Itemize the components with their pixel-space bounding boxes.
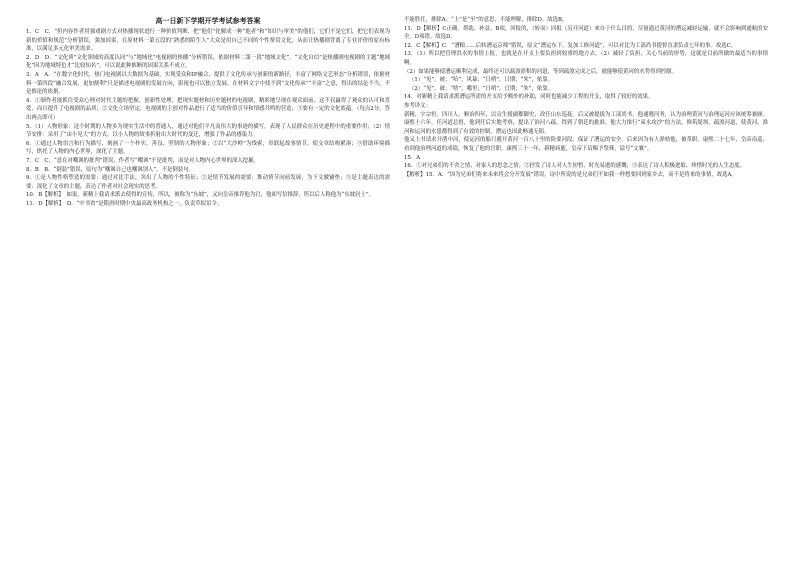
answer-paragraph: 7．C C．“意在对嘲讽的批判”错误，作者写“嘲讽”不是批判，而是对人物内心世界的深入挖掘。: [26, 157, 259, 164]
answer-paragraph: 3．A A．“在数字化时代，热门电视剧以大数据为基础，实现受众和IP融合，提供了文化传承与创新的新路径，丰富了网络文艺形态”分析错误，依据材料一第四段“融合发展，更加便利”只是描述电视剧的发展方向，影视也可以独立发展，在材料文字中找不到“文化传承”“丰富”之意，得出的结论不当，不是推论的依据。: [26, 71, 390, 96]
answer-paragraph: 新精，字宗恒，四川人。顺治四年，以贡生授副都御史，改任山东巡抚。后又被提拔为工部尚书。他通晓河务，认为治理黄河与治理运河应该统筹兼顾。康熙十六年，任河道总督，他到任后实地考察，提出了治河八疏，得到了朝廷的批准。他大力推行“束水攻沙”的方法，修筑堤坝，疏浚河道，使黄河、淮河和运河的水患都得到了有效的控制，漕运也因此畅通无阻。: [404, 111, 768, 135]
answer-paragraph: 4．①制作者能抓住受众心理对时代主题的把握，创新性处理，把现实题材和历史题材的电视剧，精彩地呈现在观众面前，这不仅赢得了观众的认可和喜爱，而且提升了电视剧的品质；②文化立场坚定，电视剧的主创对作品进行了适当的价值引导和情感共鸣的营造；③要有一定的文化底蕴。（每点2分，答出两点即可）: [26, 97, 390, 121]
answer-paragraph: 8．B B．“倒装”错误，原句为“嘲讽自己也嘲讽别人”，不是倒装句。: [26, 166, 194, 173]
answer-paragraph: 12．C【解析】C．“漕粮……后转漕运京师”错误，原文“漕运东下，复加工修河道”，可以对比为工部尚书提督直隶负责七年的事。故选C。: [404, 42, 737, 49]
answer-paragraph: （2）“见”，被；“啥”，哪里；“日哨”，日期；“朱”，依靠。: [409, 85, 554, 92]
answer-paragraph: 不能胜任，排除A；“上”是“至”的意思，不能理解，排除D。故选B。: [404, 17, 568, 23]
answer-paragraph: （1）“见”，被；“哈”，风暴；“日哨”，日期；“朱”，依靠。: [409, 77, 554, 84]
left-column: [26, 16, 390, 554]
page-title: 高一日新下学期开学考试参考答案: [155, 17, 261, 25]
answer-paragraph: 11．D【解析】 D．“中书省”是隋唐时期中央最高政务机构之一，负责草拟诏令。: [26, 200, 223, 207]
answer-paragraph: 他又上书请求开凿中河，使运河的船只避开黄河一百八十里的险要河段，保证了漕运的安全。后来因为有人弹劾他，被革职。康熙二十七年，皇帝南巡，看到他治理河道的成绩，恢复了他的官职。康熙三十一年，新精病逝，皇帝下诏赐予祭葬，谥号“文襄”。: [404, 137, 768, 152]
answer-paragraph: 6．①通过人物语言和行为描写，刻画了一个朴实、善良、坚韧的人物形象；②以“大沙岭”为线索，串联起故事情节，使文章结构紧凑；③借助环境描写，烘托了人物的内心世界，深化了主题。: [26, 140, 390, 156]
answer-paragraph: 10．B【解析】 如果，新精上我请求派去使得的宣传，所以，被称为“东坡”，又向皇帝推荐他为官，他却写信推辞，所以后人称他为“东坡居士”。: [26, 192, 374, 199]
right-column: [404, 16, 768, 554]
answer-paragraph: 14．对新精上我请求派漕运所需的开支给予额外的补助，同时也能减少工程的开支，取得了较好的效果。: [404, 94, 654, 101]
answer-paragraph: 15．A: [404, 154, 421, 161]
answer-paragraph: （2）如果能够使漕运顺利完成，最终还可以疏浚淤积的河道，等到疏浚完成之后，就能够使黄河的水势得到控制。: [404, 68, 677, 75]
answer-paragraph: 参考译文：: [404, 102, 431, 109]
answer-paragraph: 13．（1）所以把管理洪水的事情上报，也就是在开支上要负担到较重的地方去。（2）减轻了负担，关心当前的形势，这就是目前所做的最适当的事情啊。: [404, 51, 768, 66]
answer-paragraph: 【解析】15．A．“因为兄弟们将来未来将会分开发展”错误，诗中所说的是兄弟们不如我一样想要回到家乡去，而不是将来的事情，故选A。: [404, 171, 737, 178]
answer-paragraph: 11．D【解析】C正确。帮助、补益。B项，回报的，（转而）回报（另开河道）来自于什么目的，尽量通过黄河的漕运减轻运输，就不会影响到通航的安全。D项错。故选D。: [404, 25, 768, 41]
answer-paragraph: 2．D D．“文化质”文化领域的高度认同”与“地域化”电视剧的热播”分析错误，依据材料二第一段“地域文化”，“文化自信”是热播剧电视剧的主题“地域化”因为地域特色才“比较知名”，可以说此种推断的因果关系不成立。: [26, 54, 390, 70]
answer-paragraph: 1．C C．“但内容作者用强戏剧方式对热播现状进行一种价值判断，把“他们”化解成一种“他者”和“知识与审美”的他们，它们不是它们，把它们表现为新的价值和规范”分析错误，强加因果。在原材料一第五段的“熟悉的陌生人”大众是用自己不同的个性鉴赏文化，从而让热播剧背离了专业评价的原有标准，以满足多元化审美需求。: [26, 29, 390, 53]
answer-paragraph: 5．（1）人物形象：这个时期的人物多为现实生活中的普通人，通过对他们平凡而伟大的事迹的描写，表现了人民群众在历史进程中的重要作用；（2）情节安排：采用了“由小见大”的方式，以小人物的故事折射出大时代的变迁，增强了作品的感染力。: [26, 123, 390, 139]
answer-paragraph: 9．①是人物性格塑造的需要：通过对比手法，突出了人物的个性特征；②是情节发展的需要：推动情节向前发展，为下文做铺垫；③是主题表达的需要：深化了文章的主题，表达了作者对社会现实的思考。: [26, 175, 390, 190]
answer-paragraph: 16．①对兄弟们的不舍之情、对家人的思念之情；②抒发了诗人对人生短暂、时光易逝的感慨；③表达了诗人积极进取、珍惜时光的人生态度。: [404, 163, 746, 170]
